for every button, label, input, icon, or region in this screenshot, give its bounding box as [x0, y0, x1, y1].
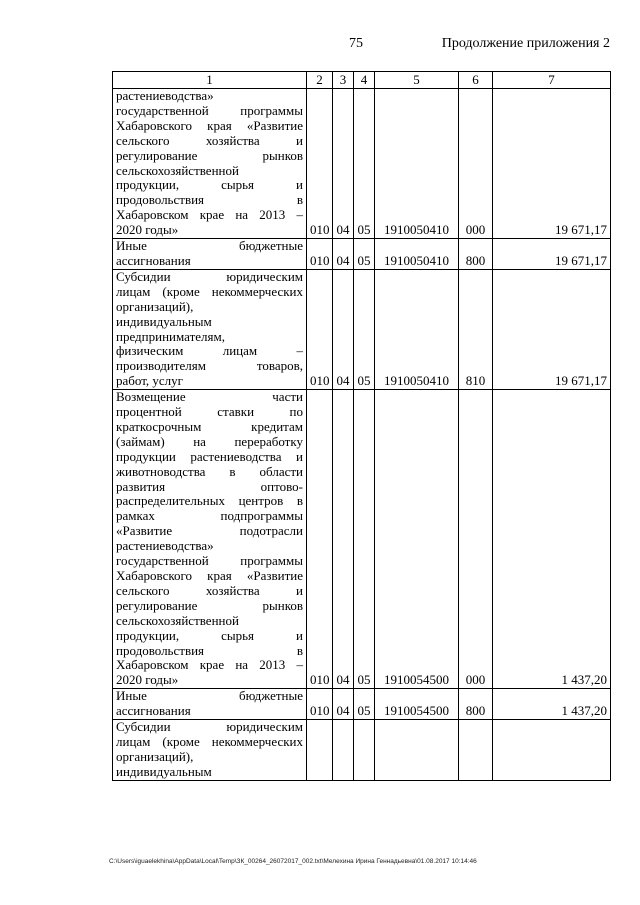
description-line: «Развитие подотрасли	[116, 523, 303, 539]
row-description	[113, 720, 307, 781]
column-header: 2	[307, 72, 333, 89]
description-line: работ, услуг	[116, 373, 184, 389]
row-code-c3	[333, 720, 354, 781]
description-line: 2020 годы»	[116, 222, 179, 238]
row-code-c4: 05	[354, 390, 375, 689]
continuation-label: Продолжение приложения 2	[441, 36, 610, 51]
row-code-c6: 800	[459, 689, 493, 720]
description-line: регулирование рынков	[116, 147, 303, 163]
column-header: 7	[493, 72, 611, 89]
row-code-c3: 04	[333, 89, 354, 239]
row-code-c6: 800	[459, 239, 493, 270]
table-row	[113, 720, 611, 781]
row-description	[113, 390, 307, 689]
description-line: (займам) на переработку	[116, 433, 303, 449]
row-amount	[493, 720, 611, 781]
description-line: регулирование рынков	[116, 597, 303, 613]
description-line: государственной программы	[116, 553, 303, 569]
row-code-c2	[307, 720, 333, 781]
row-amount: 19 671,17	[493, 269, 611, 389]
row-code-c2: 010	[307, 390, 333, 689]
description-line: продовольствия в	[116, 642, 303, 658]
description-line: Хабаровского края «Развитие	[116, 117, 303, 133]
description-line: 2020 годы»	[116, 672, 179, 688]
table-row	[113, 89, 611, 239]
description-line: Хабаровском крае на 2013 –	[116, 657, 303, 673]
row-code-c4: 05	[354, 689, 375, 720]
description-line: индивидуальным	[116, 313, 212, 329]
column-header: 1	[113, 72, 307, 89]
description-line: лицам (кроме некоммерческих	[116, 283, 303, 299]
row-description	[113, 239, 307, 270]
row-amount: 1 437,20	[493, 689, 611, 720]
column-header: 4	[354, 72, 375, 89]
row-code-c5: 1910050410	[375, 239, 459, 270]
row-code-c2: 010	[307, 689, 333, 720]
description-line: ассигнования	[116, 252, 191, 268]
description-line: распределительных центров в	[116, 493, 303, 509]
description-line: растениеводства»	[116, 88, 214, 103]
file-path-footer: C:\Users\iguaelekhina\AppData\Local\Temp\ЗК_00264_26072017_002.txt\Мелехина Ирина Геннадьевна\01.08.2017 10:14:46	[109, 858, 477, 865]
row-code-c6: 810	[459, 269, 493, 389]
description-line: организаций),	[116, 748, 194, 764]
row-code-c6: 000	[459, 390, 493, 689]
table-body	[113, 89, 611, 781]
description-line: Иные бюджетные	[116, 688, 303, 704]
row-code-c5: 1910050410	[375, 269, 459, 389]
description-line: физическим лицам –	[116, 343, 303, 359]
description-line: индивидуальным	[116, 763, 212, 779]
row-code-c5: 1910054500	[375, 689, 459, 720]
description-line: продукции, сырья и	[116, 177, 303, 193]
row-code-c3: 04	[333, 239, 354, 270]
description-line: растениеводства»	[116, 538, 214, 554]
description-line: процентной ставки по	[116, 404, 303, 420]
row-code-c2: 010	[307, 89, 333, 239]
row-code-c3: 04	[333, 689, 354, 720]
description-line: предпринимателям,	[116, 328, 225, 344]
table-row	[113, 689, 611, 720]
row-description	[113, 269, 307, 389]
table-row	[113, 239, 611, 270]
description-line: развития оптово-	[116, 478, 303, 494]
row-code-c4: 05	[354, 269, 375, 389]
row-description	[113, 689, 307, 720]
row-code-c6	[459, 720, 493, 781]
row-code-c3: 04	[333, 390, 354, 689]
description-line: краткосрочным кредитам	[116, 418, 303, 434]
row-amount: 19 671,17	[493, 239, 611, 270]
row-code-c4	[354, 720, 375, 781]
row-code-c3: 04	[333, 269, 354, 389]
row-code-c6: 000	[459, 89, 493, 239]
description-line: животноводства в области	[116, 463, 303, 479]
row-code-c2: 010	[307, 239, 333, 270]
description-line: сельского хозяйства и	[116, 132, 303, 148]
description-line: Хабаровском крае на 2013 –	[116, 207, 303, 223]
description-line: Иные бюджетные	[116, 238, 303, 254]
description-line: продукции растениеводства и	[116, 448, 303, 464]
description-line: государственной программы	[116, 102, 303, 118]
column-header: 5	[375, 72, 459, 89]
description-line: продукции, сырья и	[116, 627, 303, 643]
row-code-c4: 05	[354, 89, 375, 239]
description-line: Субсидии юридическим	[116, 719, 303, 735]
header-row	[113, 72, 611, 89]
row-code-c4: 05	[354, 239, 375, 270]
row-description	[113, 89, 307, 239]
column-header: 3	[333, 72, 354, 89]
row-amount: 19 671,17	[493, 89, 611, 239]
page-number: 75	[349, 36, 363, 51]
budget-table	[112, 71, 611, 781]
description-line: сельского хозяйства и	[116, 582, 303, 598]
column-header: 6	[459, 72, 493, 89]
row-amount: 1 437,20	[493, 390, 611, 689]
row-code-c5	[375, 720, 459, 781]
description-line: ассигнования	[116, 703, 191, 719]
description-line: Возмещение части	[116, 389, 303, 405]
description-line: производителям товаров,	[116, 358, 303, 374]
description-line: организаций),	[116, 298, 194, 314]
description-line: сельскохозяйственной	[116, 162, 239, 178]
table-row	[113, 390, 611, 689]
row-code-c5: 1910054500	[375, 390, 459, 689]
description-line: продовольствия в	[116, 192, 303, 208]
description-line: сельскохозяйственной	[116, 612, 239, 628]
description-line: Субсидии юридическим	[116, 269, 303, 284]
row-code-c5: 1910050410	[375, 89, 459, 239]
description-line: рамках подпрограммы	[116, 508, 303, 524]
description-line: Хабаровского края «Развитие	[116, 568, 303, 583]
row-code-c2: 010	[307, 269, 333, 389]
table-row	[113, 269, 611, 389]
description-line: лицам (кроме некоммерческих	[116, 733, 303, 749]
